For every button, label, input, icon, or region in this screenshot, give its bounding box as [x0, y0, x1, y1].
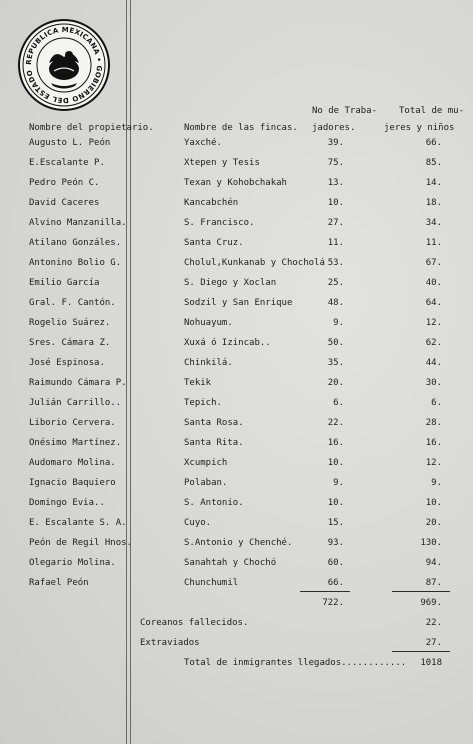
- owner-name: Sres. Cámara Z.: [29, 338, 111, 348]
- farm-name: Sodzil y San Enrique: [184, 298, 293, 308]
- worker-count: 75.: [327, 158, 344, 168]
- table-row: [0, 533, 473, 553]
- worker-count: 22.: [327, 418, 344, 428]
- farm-name: Xuxá ó Izincab..: [184, 338, 271, 348]
- table-row: [0, 373, 473, 393]
- worker-count: 11.: [327, 238, 344, 248]
- extra-row: [0, 613, 473, 633]
- farm-name: Chunchumil: [184, 578, 239, 588]
- table-row: [0, 413, 473, 433]
- farm-name: Polaban.: [184, 478, 228, 488]
- table-row: [0, 133, 473, 153]
- owner-name: Rafael Peón: [29, 578, 89, 588]
- header-women-line1: Total de mu-: [399, 106, 465, 116]
- worker-count: 10.: [327, 198, 344, 208]
- table-row: [0, 313, 473, 333]
- worker-count: 39.: [327, 138, 344, 148]
- owner-name: Raimundo Cámara P.: [29, 378, 127, 388]
- owner-name: Rogelio Suárez.: [29, 318, 111, 328]
- farm-name: Santa Rosa.: [184, 418, 244, 428]
- table-row: [0, 513, 473, 533]
- farm-name: Sanahtah y Chochó: [184, 558, 277, 568]
- women-children-count: 28.: [425, 418, 442, 428]
- women-children-count: 11.: [425, 238, 442, 248]
- owner-name: Emilio García: [29, 278, 100, 288]
- farm-name: Texan y Kohobchakah: [184, 178, 287, 188]
- table-row: [0, 353, 473, 373]
- workers-total: 722.: [322, 598, 344, 608]
- extra-label: Extraviados: [140, 638, 200, 648]
- worker-count: 53.: [327, 258, 344, 268]
- owner-name: Onésimo Martínez.: [29, 438, 122, 448]
- worker-count: 50.: [327, 338, 344, 348]
- table-row: [0, 573, 473, 593]
- worker-count: 25.: [327, 278, 344, 288]
- table-row: [0, 473, 473, 493]
- header-women-line2: jeres y niños: [384, 123, 455, 133]
- owner-name: David Caceres: [29, 198, 100, 208]
- women-children-count: 14.: [425, 178, 442, 188]
- seal-emblem-icon: [18, 19, 110, 111]
- worker-count: 35.: [327, 358, 344, 368]
- worker-count: 48.: [327, 298, 344, 308]
- women-children-count: 130.: [420, 538, 442, 548]
- worker-count: 20.: [327, 378, 344, 388]
- grand-total-label: Total de inmigrantes llegados............: [184, 658, 407, 668]
- worker-count: 10.: [327, 498, 344, 508]
- women-children-count: 10.: [425, 498, 442, 508]
- owner-name: Alvino Manzanilla.: [29, 218, 127, 228]
- grand-total-row: [0, 653, 473, 673]
- women-children-total: 969.: [420, 598, 442, 608]
- women-children-count: 20.: [425, 518, 442, 528]
- women-children-count: 85.: [425, 158, 442, 168]
- table-row: [0, 253, 473, 273]
- women-sum-rule: [392, 591, 450, 592]
- table-row: [0, 213, 473, 233]
- table-row: [0, 453, 473, 473]
- worker-count: 16.: [327, 438, 344, 448]
- owner-name: Pedro Peón C.: [29, 178, 100, 188]
- owner-name: Domingo Evia..: [29, 498, 105, 508]
- worker-count: 93.: [327, 538, 344, 548]
- worker-count: 15.: [327, 518, 344, 528]
- farm-name: Tekik: [184, 378, 212, 388]
- header-owner: Nombre del propietario.: [29, 123, 154, 133]
- table-row: [0, 173, 473, 193]
- farm-name: Chinkilá.: [184, 358, 233, 368]
- final-sum-rule: [392, 651, 450, 652]
- farm-name: S.Antonio y Chenché.: [184, 538, 293, 548]
- owner-name: Liborio Cervera.: [29, 418, 116, 428]
- table-row: [0, 433, 473, 453]
- women-children-count: 44.: [425, 358, 442, 368]
- farm-name: Santa Rita.: [184, 438, 244, 448]
- table-row: [0, 553, 473, 573]
- women-children-count: 66.: [425, 138, 442, 148]
- header-farm: Nombre de las fincas.: [184, 123, 298, 133]
- seal-text: REPUBLICA MEXICANA • GOBIERNO DEL ESTADO: [24, 25, 104, 105]
- table-row: [0, 153, 473, 173]
- women-children-count: 16.: [425, 438, 442, 448]
- worker-count: 60.: [327, 558, 344, 568]
- farm-name: Cholul,Kunkanab y Chocholá: [184, 258, 325, 268]
- farm-name: Yaxché.: [184, 138, 222, 148]
- owner-name: Peón de Regil Hnos.: [29, 538, 132, 548]
- workers-sum-rule: [300, 591, 350, 592]
- women-children-count: 34.: [425, 218, 442, 228]
- farm-name: Nohuayum.: [184, 318, 233, 328]
- table-row: [0, 393, 473, 413]
- owner-name: José Espinosa.: [29, 358, 105, 368]
- owner-name: Audomaro Molina.: [29, 458, 116, 468]
- women-children-count: 18.: [425, 198, 442, 208]
- farm-name: S. Francisco.: [184, 218, 255, 228]
- women-children-count: 62.: [425, 338, 442, 348]
- owner-name: E. Escalante S. A.: [29, 518, 127, 528]
- owner-name: Julián Carrillo..: [29, 398, 122, 408]
- header-workers-line1: No de Traba-: [312, 106, 378, 116]
- extra-label: Coreanos fallecidos.: [140, 618, 249, 628]
- owner-name: Augusto L. Peón: [29, 138, 111, 148]
- women-children-count: 6.: [431, 398, 442, 408]
- extra-value: 27.: [425, 638, 442, 648]
- farm-name: Cuyo.: [184, 518, 212, 528]
- extra-row: [0, 633, 473, 653]
- table-row: [0, 233, 473, 253]
- totals-row: [0, 593, 473, 613]
- owner-name: E.Escalante P.: [29, 158, 105, 168]
- women-children-count: 40.: [425, 278, 442, 288]
- farm-name: Santa Cruz.: [184, 238, 244, 248]
- worker-count: 13.: [327, 178, 344, 188]
- header-workers-line2: jadores.: [312, 123, 356, 133]
- owner-name: Gral. F. Cantón.: [29, 298, 116, 308]
- women-children-count: 87.: [425, 578, 442, 588]
- state-seal: [18, 19, 110, 111]
- women-children-count: 67.: [425, 258, 442, 268]
- worker-count: 10.: [327, 458, 344, 468]
- women-children-count: 94.: [425, 558, 442, 568]
- farm-name: S. Diego y Xoclan: [184, 278, 277, 288]
- owner-name: Antonino Bolio G.: [29, 258, 122, 268]
- farm-name: S. Antonio.: [184, 498, 244, 508]
- worker-count: 66.: [327, 578, 344, 588]
- grand-total-value: 1018: [420, 658, 442, 668]
- farm-name: Kancabchén: [184, 198, 239, 208]
- women-children-count: 9.: [431, 478, 442, 488]
- table-row: [0, 273, 473, 293]
- owner-name: Olegario Molina.: [29, 558, 116, 568]
- table-row: [0, 333, 473, 353]
- farm-name: Tepich.: [184, 398, 222, 408]
- women-children-count: 30.: [425, 378, 442, 388]
- worker-count: 6.: [333, 398, 344, 408]
- table-row: [0, 293, 473, 313]
- owner-name: Atilano Gonzáles.: [29, 238, 122, 248]
- women-children-count: 12.: [425, 458, 442, 468]
- women-children-count: 12.: [425, 318, 442, 328]
- table-row: [0, 193, 473, 213]
- table-row: [0, 493, 473, 513]
- farm-name: Xcumpich: [184, 458, 228, 468]
- owner-name: Ignacio Baquiero: [29, 478, 116, 488]
- worker-count: 27.: [327, 218, 344, 228]
- worker-count: 9.: [333, 478, 344, 488]
- women-children-count: 64.: [425, 298, 442, 308]
- farm-name: Xtepen y Tesis: [184, 158, 260, 168]
- worker-count: 9.: [333, 318, 344, 328]
- extra-value: 22.: [425, 618, 442, 628]
